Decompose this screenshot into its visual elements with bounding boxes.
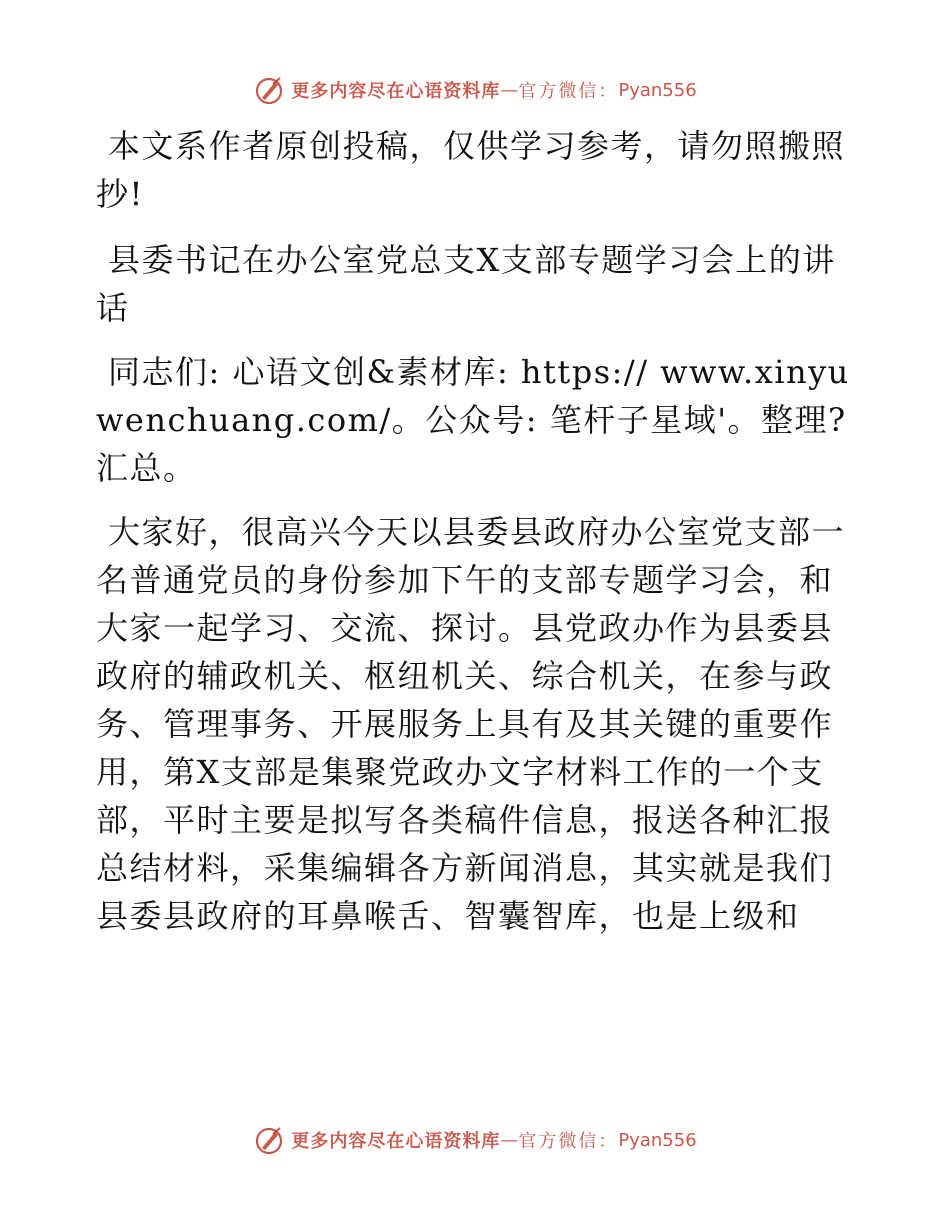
quill-pen-logo-icon: [253, 1124, 285, 1156]
watermark-dash: —: [500, 1129, 519, 1151]
document-body: [96, 122, 852, 956]
footer-watermark: [0, 1122, 950, 1158]
watermark-main-text: 更多内容尽在心语资料库: [291, 1131, 501, 1152]
document-title: 县委书记在办公室党总支X支部专题学习会上的讲话: [96, 241, 836, 327]
watermark-wechat-id: Pyan556: [618, 1129, 697, 1151]
copyright-notice: 本文系作者原创投稿，仅供学习参考，请勿照搬照抄!: [96, 127, 846, 213]
watermark-official-label: 官方微信：: [518, 81, 619, 102]
quill-pen-logo-icon: [253, 74, 285, 106]
watermark-main-text: 更多内容尽在心语资料库: [291, 81, 501, 102]
watermark-wechat-id: Pyan556: [618, 79, 697, 101]
salutation-paragraph: 同志们: 心语文创&素材库: https:// www.xinyuwenchuang.com/。公众号: 笔杆子星域'。整理?汇总。: [96, 353, 850, 487]
header-watermark: [0, 72, 950, 108]
watermark-dash: —: [500, 79, 519, 101]
watermark-official-label: 官方微信：: [518, 1131, 619, 1152]
body-paragraph: 大家好，很高兴今天以县委县政府办公室党支部一名普通党员的身份参加下午的支部专题学习会，和大家一起学习、交流、探讨。县党政办作为县委县政府的辅政机关、枢纽机关、综合机关，在参与政务、管理事务、开展服务上具有及其关键的重要作用，第X支部是集聚党政办文字材料工作的一个支部，平时主要是拟写各类稿件信息，报送各种汇报总结材料，采集编辑各方新闻消息，其实就是我们县委县政府的耳鼻喉舌、智囊智库，也是上级和: [96, 513, 846, 935]
